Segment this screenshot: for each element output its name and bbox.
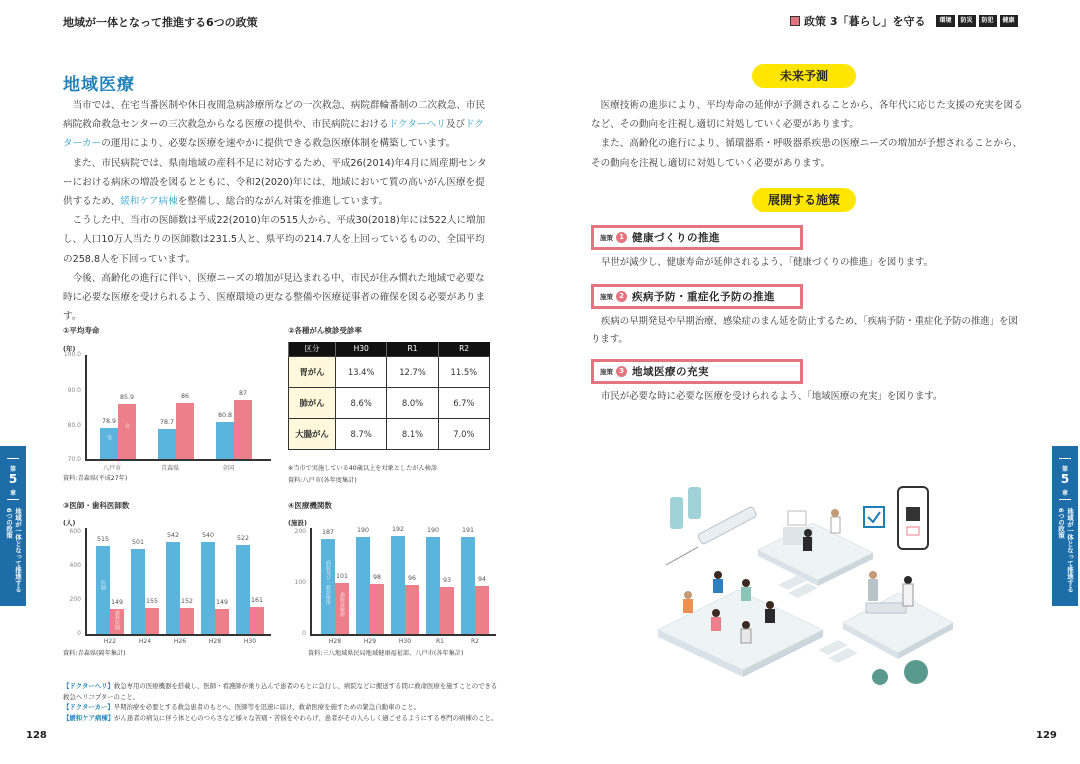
bar-dental bbox=[440, 587, 454, 634]
table-row bbox=[289, 356, 490, 387]
x-category: 全国 bbox=[221, 465, 234, 472]
bar-value: 149 bbox=[110, 599, 124, 606]
bar-doctors bbox=[201, 542, 215, 634]
chapter-pre: 第 bbox=[9, 466, 16, 473]
x-category: R2 bbox=[471, 638, 479, 645]
measure-title: 疾病予防・重症化予防の推進 bbox=[632, 291, 775, 303]
policy-tags bbox=[933, 15, 1017, 27]
policy-label: 政策 3「暮らし」を守る bbox=[804, 15, 926, 28]
y-tick: 100.0 bbox=[63, 351, 81, 358]
table-cell: 13.4% bbox=[336, 356, 387, 387]
y-tick: 200 bbox=[294, 528, 306, 535]
measure-1-heading bbox=[591, 225, 803, 250]
y-tick: 90.0 bbox=[67, 387, 81, 394]
chapter-tab-left bbox=[0, 446, 26, 606]
chart-source: 資料:青森県(平成27年) bbox=[63, 475, 128, 482]
measure-kind: 施策 bbox=[600, 234, 613, 242]
table-cell: 8.7% bbox=[336, 418, 387, 449]
table-row bbox=[289, 387, 490, 418]
bar-value: 101 bbox=[335, 573, 349, 580]
measure-number-badge: 2 bbox=[616, 291, 627, 302]
column-header: H30 bbox=[336, 342, 387, 356]
x-category: H30 bbox=[398, 638, 412, 645]
bars bbox=[86, 532, 271, 634]
bar-value: 87 bbox=[238, 390, 247, 397]
footnote-text: 救急専用の医療機器を搭載し、医師・看護師が乗り込んで患者のもとに急行し、病院などに搬送する間に救命医療を施すことのできる救急ヘリコプターのこと。 bbox=[63, 682, 498, 701]
left-body-text bbox=[63, 96, 493, 326]
page-number-right: 129 bbox=[1036, 730, 1057, 741]
bar-doctors bbox=[236, 545, 250, 634]
glossary-footnotes bbox=[63, 681, 503, 723]
measure-3-heading bbox=[591, 359, 803, 384]
table-cell: 8.1% bbox=[387, 418, 438, 449]
x-axis bbox=[310, 634, 496, 636]
bar-doctors bbox=[131, 549, 145, 634]
x-axis bbox=[85, 459, 271, 461]
chapter-pre: 第 bbox=[1061, 466, 1068, 473]
bar-hospitals bbox=[391, 536, 405, 634]
chapter-post: 章 bbox=[9, 490, 16, 497]
footnote-doctor-heli bbox=[63, 681, 503, 702]
bar-dentists bbox=[145, 608, 159, 634]
y-tick: 100 bbox=[294, 579, 306, 586]
bar-value: 96 bbox=[407, 575, 416, 582]
y-tick: 0 bbox=[302, 630, 306, 637]
measure-2-heading bbox=[591, 284, 803, 309]
bar-value: 187 bbox=[321, 529, 335, 536]
footnote-text: 早期治療を必要とする救急患者のもとへ、医師等を迅速に届け、救命医療を施すための緊急自動車のこと。 bbox=[113, 703, 420, 711]
bar-doctors bbox=[96, 546, 110, 634]
bar-female bbox=[234, 400, 252, 459]
column-header: R1 bbox=[387, 342, 438, 356]
bar-hospitals bbox=[356, 537, 370, 634]
divider bbox=[7, 458, 19, 459]
footnote-term: 【ドクターヘリ】 bbox=[63, 682, 114, 690]
footnote-doctor-car bbox=[63, 702, 503, 713]
policy-square-icon bbox=[790, 16, 800, 26]
chart-title: ④医療機関数 bbox=[288, 501, 332, 510]
bar-value: 78.7 bbox=[159, 419, 175, 426]
chapter-number: 5 bbox=[8, 472, 18, 486]
footnote-palliative bbox=[63, 713, 503, 724]
bar-value: 515 bbox=[96, 536, 110, 543]
y-tick: 70.0 bbox=[67, 456, 81, 463]
footnote-term: 【緩和ケア病棟】 bbox=[63, 713, 115, 722]
bar-dental bbox=[405, 585, 419, 634]
table-cell: 8.6% bbox=[336, 387, 387, 418]
chart-unit: (人) bbox=[63, 519, 76, 527]
chart-source: 資料:三八地域県民局地域健康福祉部、八戸市(各年集計) bbox=[308, 650, 464, 657]
bar-male bbox=[158, 429, 176, 459]
legend-in-bar: 男 bbox=[106, 435, 112, 440]
bar-value: 94 bbox=[477, 576, 486, 583]
bar-hospitals bbox=[426, 537, 440, 634]
bar-value: 149 bbox=[215, 599, 229, 606]
bar-value: 542 bbox=[166, 532, 180, 539]
chapter-text: 地域が一体となって推進する bbox=[1066, 508, 1074, 593]
x-category: H26 bbox=[173, 638, 187, 645]
measures-label: 展開する施策 bbox=[752, 188, 856, 212]
measure-number-badge: 3 bbox=[616, 366, 627, 377]
bars bbox=[86, 355, 271, 459]
bar-value: 93 bbox=[442, 577, 451, 584]
chart-medical-facilities bbox=[288, 500, 498, 660]
y-tick: 0 bbox=[77, 630, 81, 637]
paragraph-4: 今後、高齢化の進行に伴い、医療ニーズの増加が見込まれる中、市民が住み慣れた地域で必要な時に必要な医療を受けられるよう、医療環境の更なる整備や医療従事者の確保を図る必要があります。 bbox=[63, 272, 486, 323]
text: 及び bbox=[445, 119, 465, 131]
x-category: H30 bbox=[243, 638, 257, 645]
bar-male bbox=[100, 428, 118, 459]
chapter-tab-right bbox=[1052, 446, 1078, 606]
y-tick: 200 bbox=[69, 596, 81, 603]
bar-value: 161 bbox=[250, 597, 264, 604]
running-header-title: 地域が一体となって推進する6つの政策 bbox=[63, 16, 258, 29]
legend-in-bar: 病院及び一般診療所 bbox=[325, 560, 331, 605]
bar-dentists bbox=[215, 609, 229, 634]
chart-unit: (年) bbox=[63, 345, 76, 353]
chart-title: ③医師・歯科医師数 bbox=[63, 501, 130, 510]
table-cell: 8.0% bbox=[387, 387, 438, 418]
term-doctor-heli: ドクターヘリ bbox=[388, 119, 446, 131]
chapter-number: 5 bbox=[1060, 472, 1070, 486]
x-category: H29 bbox=[363, 638, 377, 645]
table-source: 資料:八戸市(各年度集計) bbox=[288, 477, 357, 484]
bar-value: 522 bbox=[236, 535, 250, 542]
x-category: H22 bbox=[103, 638, 117, 645]
y-tick: 80.0 bbox=[67, 422, 81, 429]
bar-value: 80.8 bbox=[217, 412, 233, 419]
tag-disaster: 防災 bbox=[958, 15, 976, 27]
bar-value: 98 bbox=[372, 574, 381, 581]
bar-value: 152 bbox=[180, 598, 194, 605]
term-doctor-car: ドクターカー bbox=[63, 119, 484, 150]
measure-kind: 施策 bbox=[600, 293, 613, 301]
isometric-clinic-icon bbox=[648, 475, 958, 700]
chapter-text: 地域が一体となって推進する bbox=[14, 508, 22, 593]
row-header: 肺がん bbox=[289, 387, 336, 418]
bar-value: 155 bbox=[145, 598, 159, 605]
bar-doctors bbox=[166, 542, 180, 634]
y-tick: 600 bbox=[69, 528, 81, 535]
measure-title: 健康づくりの推進 bbox=[632, 232, 720, 244]
plot-area bbox=[63, 528, 273, 645]
column-header: R2 bbox=[438, 342, 489, 356]
bar-hospitals bbox=[461, 537, 475, 634]
bar-value: 540 bbox=[201, 532, 215, 539]
chart-source: 資料:青森県(隔年集計) bbox=[63, 650, 126, 657]
bar-value: 192 bbox=[391, 526, 405, 533]
forecast-paragraph-1: 医療技術の進歩により、平均寿命の延伸が予測されることから、各年代に応じた支援の充実を図るなど、その動向を注視し適切に対処していく必要があります。 bbox=[591, 100, 1023, 131]
bar-value: 501 bbox=[131, 539, 145, 546]
bar-male bbox=[216, 422, 234, 459]
table-title: ②各種がん検診受診率 bbox=[288, 326, 362, 335]
bar-female bbox=[118, 404, 136, 459]
forecast-label: 未来予測 bbox=[752, 64, 856, 88]
footnote-term: 【ドクターカー】 bbox=[63, 703, 114, 711]
medical-illustration bbox=[648, 475, 958, 700]
measure-title: 地域医療の充実 bbox=[632, 366, 709, 378]
policy-header bbox=[790, 13, 1018, 29]
page-number-left: 128 bbox=[26, 730, 47, 741]
measure-2-desc: 疾病の早期発見や早期治療、感染症のまん延を防止するため、「疾病予防・重症化予防の推進」を図ります。 bbox=[591, 316, 1018, 345]
column-header: 区分 bbox=[289, 342, 336, 356]
chapter-text: 6つの政策 bbox=[1057, 508, 1065, 539]
bar-value: 85.9 bbox=[119, 394, 135, 401]
bar-value: 190 bbox=[356, 527, 370, 534]
measure-3-desc: 市民が必要な時に必要な医療を受けられるよう、「地域医療の充実」を図ります。 bbox=[601, 391, 943, 402]
bar-value: 78.9 bbox=[101, 418, 117, 425]
table-cancer-screening bbox=[288, 325, 493, 485]
bar-dental bbox=[475, 586, 489, 634]
bar-value: 191 bbox=[461, 527, 475, 534]
table-cell: 12.7% bbox=[387, 356, 438, 387]
plot-area bbox=[288, 526, 498, 645]
row-header: 胃がん bbox=[289, 356, 336, 387]
forecast-text bbox=[591, 96, 1031, 173]
forecast-paragraph-2: また、高齢化の進行により、循環器系・呼吸器系疾患の医療ニーズの増加が予想されることから、その動向を注視し適切に対処していく必要があります。 bbox=[591, 138, 1023, 169]
text: を整備し、総合的ながん対策を推進しています。 bbox=[177, 196, 389, 208]
table-cell: 6.7% bbox=[438, 387, 489, 418]
divider bbox=[7, 499, 19, 500]
x-axis bbox=[85, 634, 271, 636]
table-cell: 11.5% bbox=[438, 356, 489, 387]
row-header: 大腸がん bbox=[289, 418, 336, 449]
bar-value: 190 bbox=[426, 527, 440, 534]
x-category: H28 bbox=[328, 638, 342, 645]
table-cell: 7.0% bbox=[438, 418, 489, 449]
divider bbox=[1059, 499, 1071, 500]
measure-number-badge: 1 bbox=[616, 232, 627, 243]
table-header-row bbox=[289, 342, 490, 356]
legend-in-bar: 歯科医師 bbox=[114, 610, 120, 630]
bar-female bbox=[176, 403, 194, 459]
chapter-text: 6つの政策 bbox=[5, 508, 13, 539]
paragraph-3: こうした中、当市の医師数は平成22(2010)年の515人から、平成30(2018)年には522人に増加し、人口10万人当たりの医師数は231.5人と、県平均の214.7人を上回っているものの、全国平均の258.8人を下回っています。 bbox=[63, 215, 486, 265]
text: 当市では、在宅当番医制や休日夜間急病診療所などの一次救急、病院群輪番制の二次救急、市民病院救命救急センターの三次救急からなる医療の提供や、市民病院における bbox=[63, 100, 486, 131]
divider bbox=[1059, 458, 1071, 459]
legend-in-bar: 医師 bbox=[100, 580, 106, 590]
bars bbox=[311, 526, 496, 634]
table-row bbox=[289, 418, 490, 449]
x-category: R1 bbox=[436, 638, 444, 645]
bar-dentists bbox=[180, 608, 194, 634]
screening-table bbox=[288, 342, 490, 450]
chart-doctors bbox=[63, 500, 273, 660]
x-category: H24 bbox=[138, 638, 152, 645]
bar-value: 86 bbox=[180, 393, 189, 400]
chapter-post: 章 bbox=[1061, 490, 1068, 497]
x-category: 青森県 bbox=[160, 465, 179, 472]
chart-title: ①平均寿命 bbox=[63, 326, 100, 335]
plot-area bbox=[63, 351, 273, 472]
x-category: 八戸市 bbox=[102, 465, 121, 472]
chart-unit: (施設) bbox=[288, 519, 307, 527]
tag-crime: 防犯 bbox=[979, 15, 997, 27]
legend-in-bar: 女 bbox=[124, 423, 130, 428]
term-palliative-ward: 緩和ケア病棟 bbox=[120, 196, 178, 208]
y-tick: 400 bbox=[69, 562, 81, 569]
text: また、市民病院では、県南地域の産科不足に対応するため、平成26(2014)年4月に周産期センターにおける病床の増設を図るとともに、令和2(2020)年には、地域において質の高いがん医療を提供するため、 bbox=[63, 157, 487, 208]
bar-dentists bbox=[250, 607, 264, 634]
chart-life-expectancy bbox=[63, 325, 273, 485]
tag-environment: 環境 bbox=[936, 15, 954, 27]
text: の運用により、必要な医療を速やかに提供できる救急医療体制を構築しています。 bbox=[101, 138, 456, 150]
tag-health: 健康 bbox=[1000, 15, 1018, 27]
table-note: ※当市で実施している40歳以上を対象としたがん検診 bbox=[288, 465, 438, 472]
paragraph-2 bbox=[63, 154, 493, 212]
x-category: H28 bbox=[208, 638, 222, 645]
footnote-text: がん患者の病気に伴う体と心のつらさなど様々な苦痛・苦悩をやわらげ、患者がその人らしく過ごせるようにする専門の病棟のこと。 bbox=[114, 713, 498, 722]
paragraph-1 bbox=[63, 96, 493, 154]
measure-1-desc: 早世が減少し、健康寿命が延伸されるよう、「健康づくりの推進」を図ります。 bbox=[601, 257, 934, 268]
section-title: 地域医療 bbox=[63, 75, 135, 95]
bar-dental bbox=[370, 584, 384, 634]
measure-kind: 施策 bbox=[600, 368, 613, 376]
legend-in-bar: 歯科診療所 bbox=[339, 592, 345, 617]
